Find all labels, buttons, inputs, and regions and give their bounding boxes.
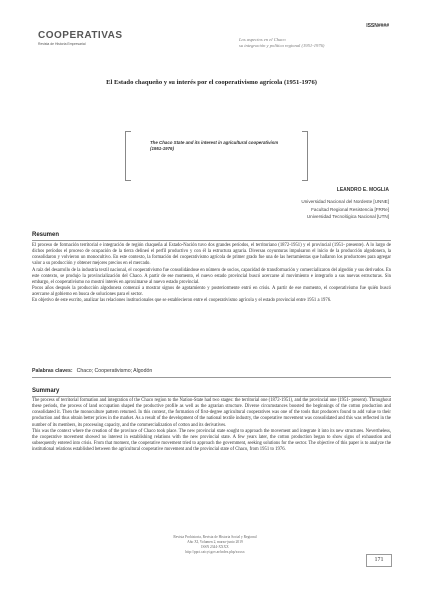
resumen-paragraph-1: El proceso de formación territorial e integración de región chaqueña al Estado-Nación tuvo dos grandes períodos, el territoriano (1872-1951) y el provincial (1951- presente). A lo largo de dichos períodos el proceso de ocupación de la tierra delineó el perfil productivo y con él la estructura agraria. Diversas coyunturas impulsaron el inicio de la producción algodonera, la consolidaron y volvieron un monocultivo. En este contexto, la formación del cooperativismo agrícola de primer grado fue una de las herramientas que hallaron los productores para agregar valor a su producción y obtener mejores precios en el mercado. <box>32 243 391 267</box>
resumen-paragraph-4: En objetivo de este escrito, analizar las relaciones institucionales que se establecieron entre el cooperativismo agrícola y el estado provincial entre 1951 a 1976. <box>32 298 332 304</box>
right-bracket <box>302 131 308 181</box>
summary-heading: Summary <box>32 388 60 394</box>
footer-line1: Revista Prohistoria, Revista de Historia Social y Regional <box>173 535 257 539</box>
author-name: LEANDRO E. MOGLIA <box>336 187 389 193</box>
summary-paragraph-2: This was the context where the creation of the province of Chaco took place. The new provincial state sought to approach the movement and integrate it into its new structures. Nevertheless, the cooperative movement showed no interest in establishing relations with the new provincial state. A few years later, the cotton production began to show signs of exhaustion and subsequently entered into crisis. From that moment, the cooperative movement tried to approach the government, seeking solutions for the sector. The objective of this paper is to analyze the institutional relations established between the agricultural cooperative movement and the provincial state of Chaco, from 1951 to 1976. <box>32 428 391 453</box>
resumen-rule <box>32 240 391 241</box>
summary-paragraph-1: The process of territorial formation and integration of the Chaco region to the Nation-State had two stages: the territorial one (1872-1951), and the provincial one (1951- present). Throughout these periods, the process of land occupation shaped the productive profile as well as the agrarian structure. Diverse circumstances boosted the beginnings of the cotton production and consolidated it. Then the monoculture pattern returned. In this context, the formation of first-degree agricultural cooperatives was one of the tools that producers found to add value to their production and thus obtain better prices in the market. As a result of the development of the national textile industry, the cooperative movement was consolidated and this was reflected in the number of its members, its processing capacity, and the commercialization of cotton and its derivatives. <box>32 398 391 428</box>
keywords-value: Chaco; Cooperativismo; Algodón <box>76 368 153 374</box>
footer-line3: ISSN 2344-XXXX <box>201 545 229 549</box>
page-number: 171 <box>366 554 392 567</box>
left-bracket <box>125 131 131 181</box>
affiliation-2: Facultad Regional Resistencia [FRRe] <box>311 206 389 212</box>
affiliation-3: Universidad Tecnológica Nacional [UTN] <box>306 214 389 219</box>
running-header-line1: Los aspectos en el Chaco <box>239 37 286 42</box>
keywords-label: Palabras claves: <box>32 368 73 374</box>
article-title: El Estado chaqueño y su interés por el cooperativismo agrícola (1951-1976) <box>106 79 317 86</box>
logo-text: COOPERATIVAS <box>38 30 123 41</box>
english-title: The Chaco State and its interest in agricultural cooperativism (1951-1976) <box>150 140 279 151</box>
issn-label: ISSN#### <box>366 23 389 29</box>
journal-logo <box>38 30 128 60</box>
resumen-paragraph-3: Pocos años después la producción algodonera comenzó a mostrar signos de agotamiento y posteriormente entró en crisis. A partir de ese momento, el cooperativismo fue quién buscó acercarse al gobierno en busca de soluciones para el sector. <box>32 286 391 298</box>
author-affiliations <box>301 198 389 221</box>
footer-link[interactable]: http://ppct.caicyt.gov.ar/index.php/xxxxx <box>185 550 245 554</box>
summary-rule <box>32 396 391 397</box>
footer-line2: Año XI, Volumen 2, marzo-junio 2019 <box>187 540 243 544</box>
summary-body <box>32 398 391 453</box>
affiliation-1: Universidad Nacional del Nordeste [UNNE] <box>301 199 389 204</box>
resumen-heading: Resumen <box>32 232 60 238</box>
journal-footer <box>120 535 310 555</box>
running-header-line2: su integración y política regional (1951-1976) <box>239 43 325 48</box>
resumen-body <box>32 243 391 305</box>
resumen-paragraph-2: A raíz del desarrollo de la industria textil nacional, el cooperativismo fue consolidándose en número de socios, capacidad de transformación y comercializaron del algodón y sus derivados. En este contexto, se produjo la provincialización del Chaco. A partir de ese momento, el nuevo estado provincial buscó acercarse al movimiento e integrarlo a sus nuevas estructuras. Sin embargo, el cooperativismo no mostró interés en aproximarse al nuevo estado provincial. <box>32 267 391 285</box>
keywords <box>32 368 152 374</box>
running-header <box>239 37 389 49</box>
logo-subtext: Revista de Historia Empresarial <box>38 42 86 46</box>
keywords-rule <box>32 377 391 378</box>
